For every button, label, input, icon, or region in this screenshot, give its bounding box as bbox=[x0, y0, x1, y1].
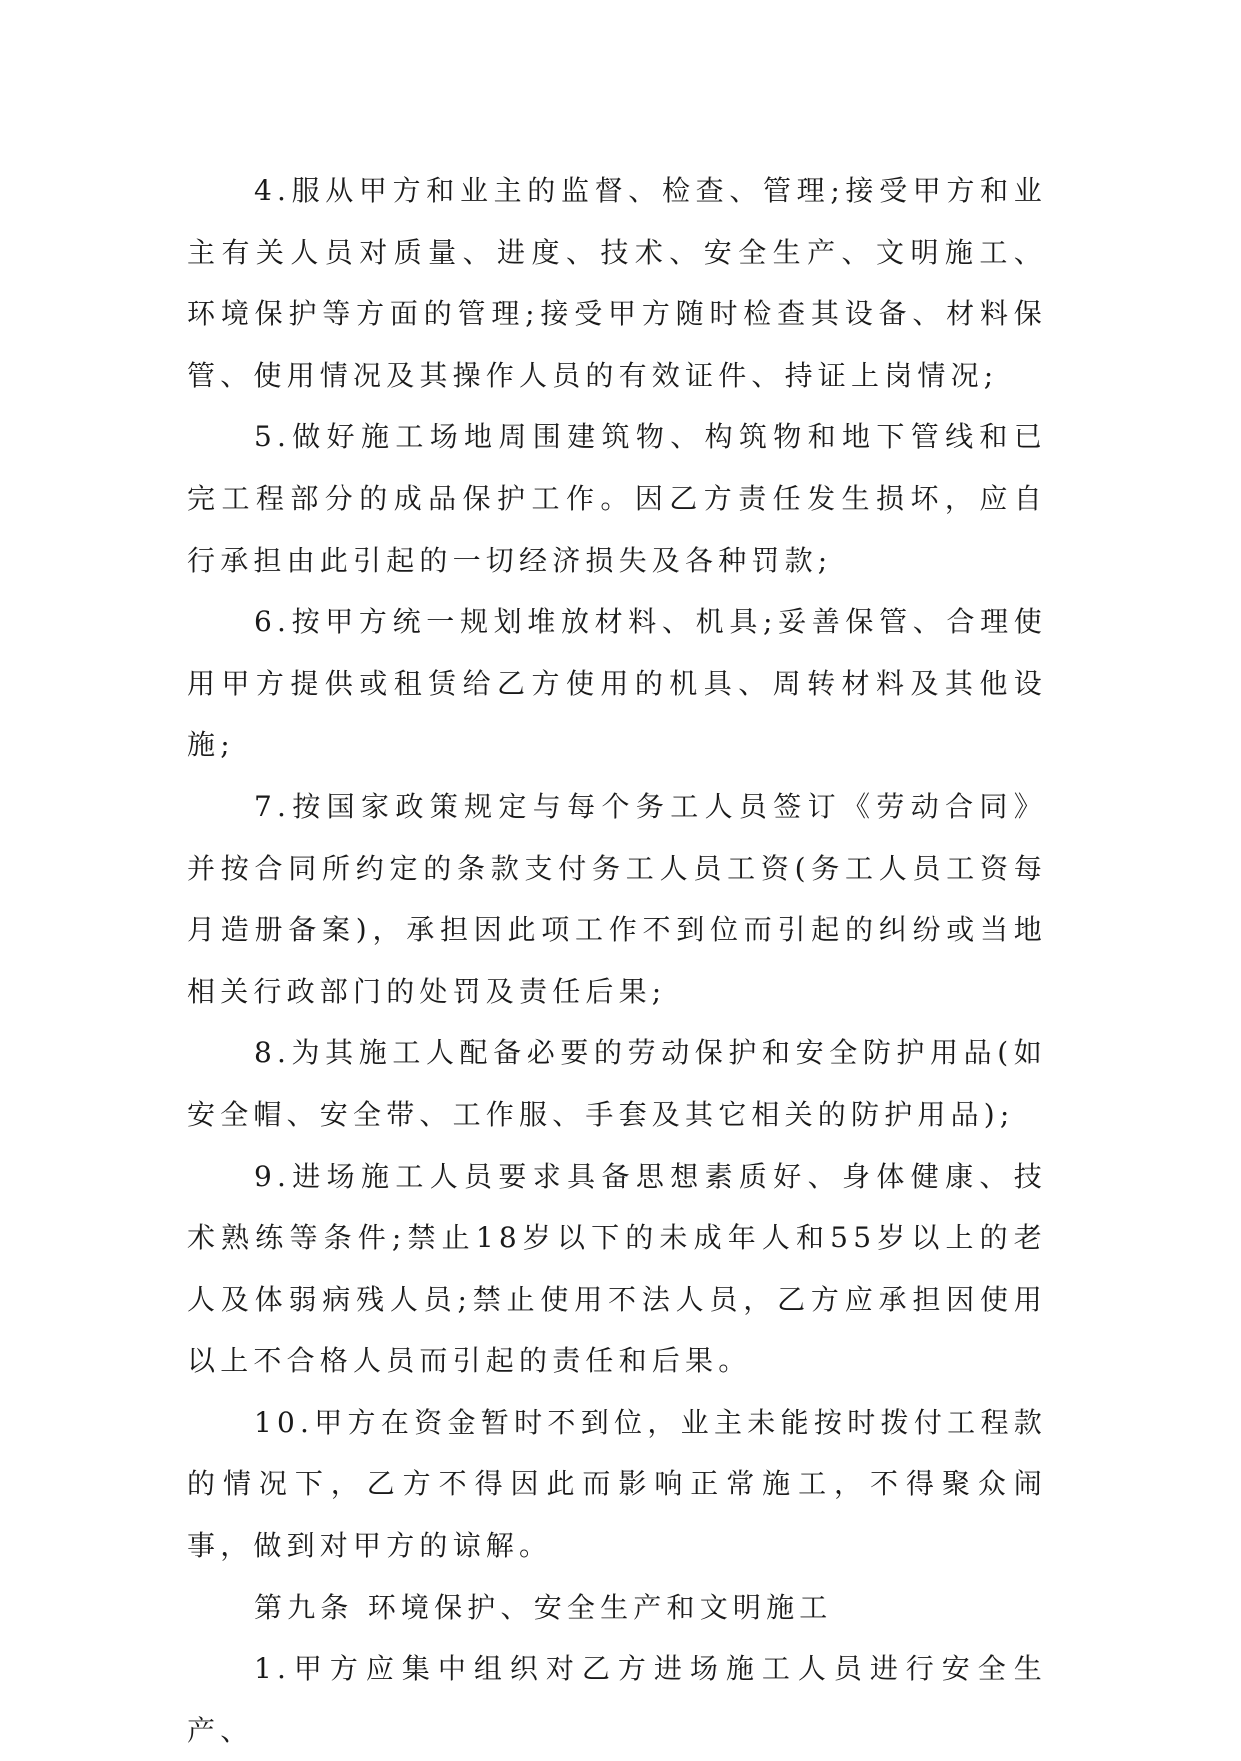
paragraph-item-7: 7.按国家政策规定与每个务工人员签订《劳动合同》并按合同所约定的条款支付务工人员工资(务工人员工资每月造册备案)，承担因此项工作不到位而引起的纠纷或当地相关行政部门的处罚及责任后果; bbox=[187, 789, 1047, 1008]
paragraph-item-8: 8.为其施工人配备必要的劳动保护和安全防护用品(如安全帽、安全带、工作服、手套及其它相关的防护用品); bbox=[187, 1036, 1047, 1131]
paragraph-article-9-item-1: 1.甲方应集中组织对乙方进场施工人员进行安全生产、 bbox=[187, 1652, 1047, 1747]
paragraph-item-5: 5.做好施工场地周围建筑物、构筑物和地下管线和已完工程部分的成品保护工作。因乙方责任发生损坏，应自行承担由此引起的一切经济损失及各种罚款; bbox=[187, 420, 1047, 577]
document-body bbox=[187, 160, 1047, 1761]
section-heading-article-9: 第九条 环境保护、安全生产和文明施工 bbox=[254, 1590, 833, 1624]
paragraph-item-9: 9.进场施工人员要求具备思想素质好、身体健康、技术熟练等条件;禁止18岁以下的未成年人和55岁以上的老人及体弱病残人员;禁止使用不法人员，乙方应承担因使用以上不合格人员而引起的责任和后果。 bbox=[187, 1159, 1047, 1378]
paragraph-item-10: 10.甲方在资金暂时不到位，业主未能按时拨付工程款的情况下，乙方不得因此而影响正常施工，不得聚众闹事，做到对甲方的谅解。 bbox=[187, 1405, 1047, 1563]
paragraph-item-6: 6.按甲方统一规划堆放材料、机具;妥善保管、合理使用甲方提供或租赁给乙方使用的机具、周转材料及其他设施; bbox=[187, 605, 1047, 762]
paragraph-item-4: 4.服从甲方和业主的监督、检查、管理;接受甲方和业主有关人员对质量、进度、技术、安全生产、文明施工、环境保护等方面的管理;接受甲方随时检查其设备、材料保管、使用情况及其操作人员的有效证件、持证上岗情况; bbox=[187, 174, 1047, 392]
